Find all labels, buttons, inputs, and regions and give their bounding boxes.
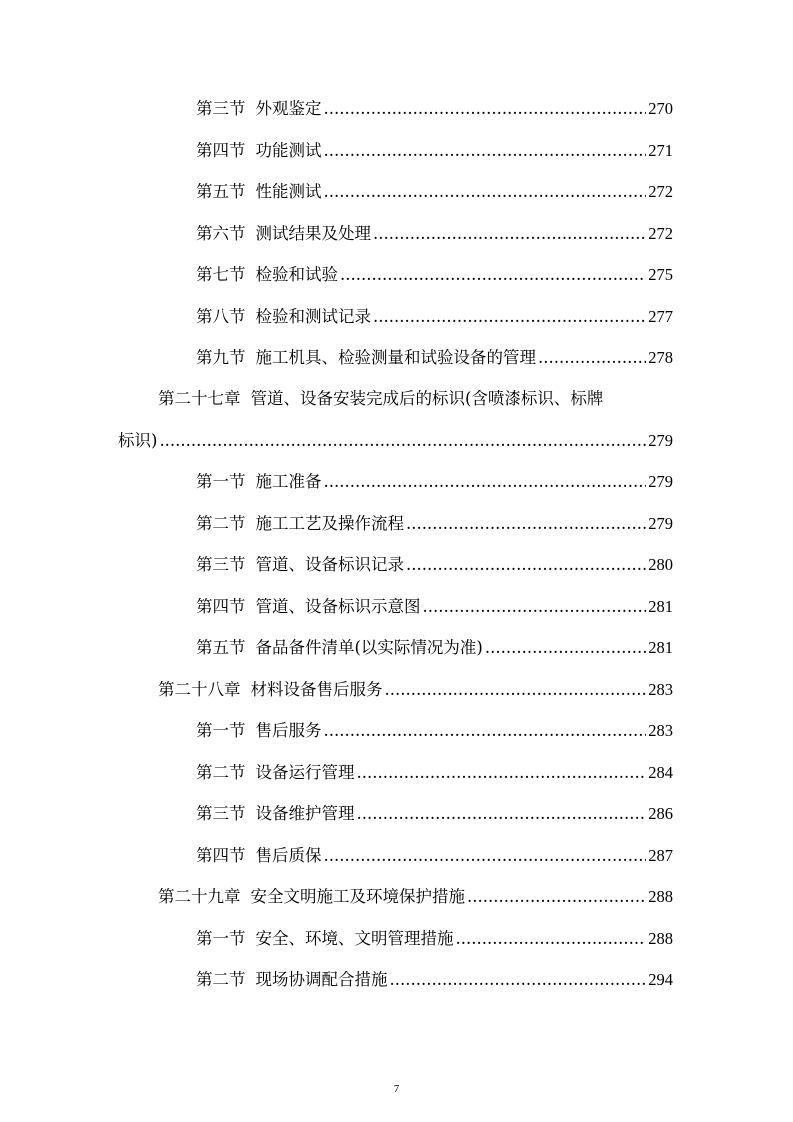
toc-chapter-entry[interactable] (158, 886, 673, 908)
toc-entry-number: 第三节 (196, 99, 246, 118)
toc-leader-dots (390, 969, 647, 991)
toc-entry-number: 第二节 (196, 763, 246, 782)
toc-leader-dots (406, 554, 646, 576)
toc-entry-page: 279 (648, 431, 673, 450)
toc-entry-title: 现场协调配合措施 (255, 970, 388, 989)
toc-entry[interactable] (196, 471, 673, 493)
toc-entry-title: 外观鉴定 (255, 99, 322, 118)
toc-chapter-entry-continuation[interactable] (118, 430, 673, 452)
toc-leader-dots (385, 679, 647, 701)
toc-entry[interactable] (196, 762, 673, 784)
toc-entry-title: 备品备件清单(以实际情况为准) (255, 638, 483, 657)
toc-entry-title: 性能测试 (255, 182, 322, 201)
toc-leader-dots (324, 471, 647, 493)
toc-entry[interactable] (196, 554, 673, 576)
toc-entry[interactable] (196, 928, 673, 950)
toc-entry-title: 管道、设备标识记录 (255, 555, 404, 574)
toc-entry[interactable] (196, 181, 673, 203)
toc-entry-page: 283 (648, 721, 673, 740)
toc-leader-dots (324, 181, 647, 203)
toc-entry-title: 售后质保 (255, 846, 322, 865)
toc-entry-number: 第八节 (196, 307, 246, 326)
toc-entry-number: 第四节 (196, 597, 246, 616)
toc-entry-page: 277 (648, 307, 673, 326)
toc-entry-page: 271 (648, 141, 673, 160)
toc-leader-dots (357, 803, 647, 825)
toc-chapter-entry[interactable] (158, 679, 673, 701)
toc-entry-page: 281 (648, 597, 673, 616)
toc-entry-number: 第二十九章 (158, 887, 241, 906)
toc-entry-page: 287 (648, 846, 673, 865)
toc-entry[interactable] (196, 264, 673, 286)
toc-entry-number: 第七节 (196, 265, 246, 284)
toc-entry-title: 安全、环境、文明管理措施 (255, 929, 454, 948)
toc-entry-title: 施工工艺及操作流程 (255, 514, 404, 533)
toc-chapter-entry[interactable] (158, 388, 661, 410)
toc-entry[interactable] (196, 306, 673, 328)
toc-entry[interactable] (196, 223, 673, 245)
toc-leader-dots (340, 264, 646, 286)
toc-entry-number: 第三节 (196, 804, 246, 823)
toc-entry-number: 第五节 (196, 638, 246, 657)
toc-entry-page: 278 (648, 348, 673, 367)
toc-entry-page: 288 (648, 929, 673, 948)
toc-entry-title: 安全文明施工及环境保护措施 (250, 887, 465, 906)
toc-entry-title: 售后服务 (255, 721, 322, 740)
toc-entry-page: 272 (648, 224, 673, 243)
toc-entry-page: 284 (648, 763, 673, 782)
toc-entry-number: 第四节 (196, 141, 246, 160)
toc-entry-title: 功能测试 (255, 141, 322, 160)
toc-leader-dots (373, 223, 646, 245)
toc-leader-dots (159, 430, 646, 452)
toc-entry-number: 第二十八章 (158, 680, 241, 699)
toc-leader-dots (357, 762, 647, 784)
toc-entry-title: 材料设备售后服务 (250, 680, 383, 699)
toc-entry-page: 279 (648, 472, 673, 491)
toc-entry-number: 第五节 (196, 182, 246, 201)
toc-entry-page: 270 (648, 99, 673, 118)
toc-entry[interactable] (196, 969, 673, 991)
toc-entry[interactable] (196, 347, 673, 369)
toc-entry-title: 管道、设备标识示意图 (255, 597, 421, 616)
toc-entry-title-continued: 标识) (118, 431, 158, 450)
toc-entry[interactable] (196, 720, 673, 742)
toc-entry-number: 第二节 (196, 514, 246, 533)
toc-entry-number: 第六节 (196, 224, 246, 243)
toc-entry-number: 第三节 (196, 555, 246, 574)
toc-entry-number: 第四节 (196, 846, 246, 865)
toc-entry[interactable] (196, 513, 673, 535)
toc-leader-dots (324, 720, 647, 742)
toc-leader-dots (324, 98, 647, 120)
toc-entry-page: 275 (648, 265, 673, 284)
toc-entry-page: 281 (648, 638, 673, 657)
toc-leader-dots (373, 306, 646, 328)
toc-entry-title: 设备运行管理 (255, 763, 355, 782)
toc-entry[interactable] (196, 845, 673, 867)
toc-entry-number: 第九节 (196, 348, 246, 367)
toc-entry-page: 294 (648, 970, 673, 989)
toc-leader-dots (456, 928, 647, 950)
toc-entry-title: 检验和试验 (255, 265, 338, 284)
toc-leader-dots (324, 140, 647, 162)
toc-entry[interactable] (196, 98, 673, 120)
toc-entry[interactable] (196, 140, 673, 162)
toc-leader-dots (467, 886, 646, 908)
toc-entry-page: 279 (648, 514, 673, 533)
toc-entry-page: 272 (648, 182, 673, 201)
toc-entry-title: 检验和测试记录 (255, 307, 371, 326)
toc-entry-title: 施工准备 (255, 472, 322, 491)
toc-entry-page: 288 (648, 887, 673, 906)
toc-leader-dots (324, 845, 647, 867)
toc-leader-dots (423, 596, 647, 618)
toc-entry[interactable] (196, 637, 673, 659)
toc-entry-title: 设备维护管理 (255, 804, 355, 823)
toc-entry-number: 第二十七章 (158, 389, 241, 408)
toc-entry-page: 283 (648, 680, 673, 699)
page-number: 7 (393, 1083, 400, 1095)
toc-entry-number: 第二节 (196, 970, 246, 989)
toc-leader-dots (485, 637, 646, 659)
toc-entry-title: 测试结果及处理 (255, 224, 371, 243)
toc-entry[interactable] (196, 596, 673, 618)
toc-entry[interactable] (196, 803, 673, 825)
toc-entry-page: 286 (648, 804, 673, 823)
toc-entry-title: 管道、设备安装完成后的标识(含喷漆标识、标牌 (250, 389, 604, 408)
toc-entry-number: 第一节 (196, 929, 246, 948)
toc-entry-number: 第一节 (196, 472, 246, 491)
toc-leader-dots (406, 513, 646, 535)
toc-entry-page: 280 (648, 555, 673, 574)
toc-leader-dots (538, 347, 646, 369)
toc-entry-number: 第一节 (196, 721, 246, 740)
toc-entry-title: 施工机具、检验测量和试验设备的管理 (255, 348, 536, 367)
